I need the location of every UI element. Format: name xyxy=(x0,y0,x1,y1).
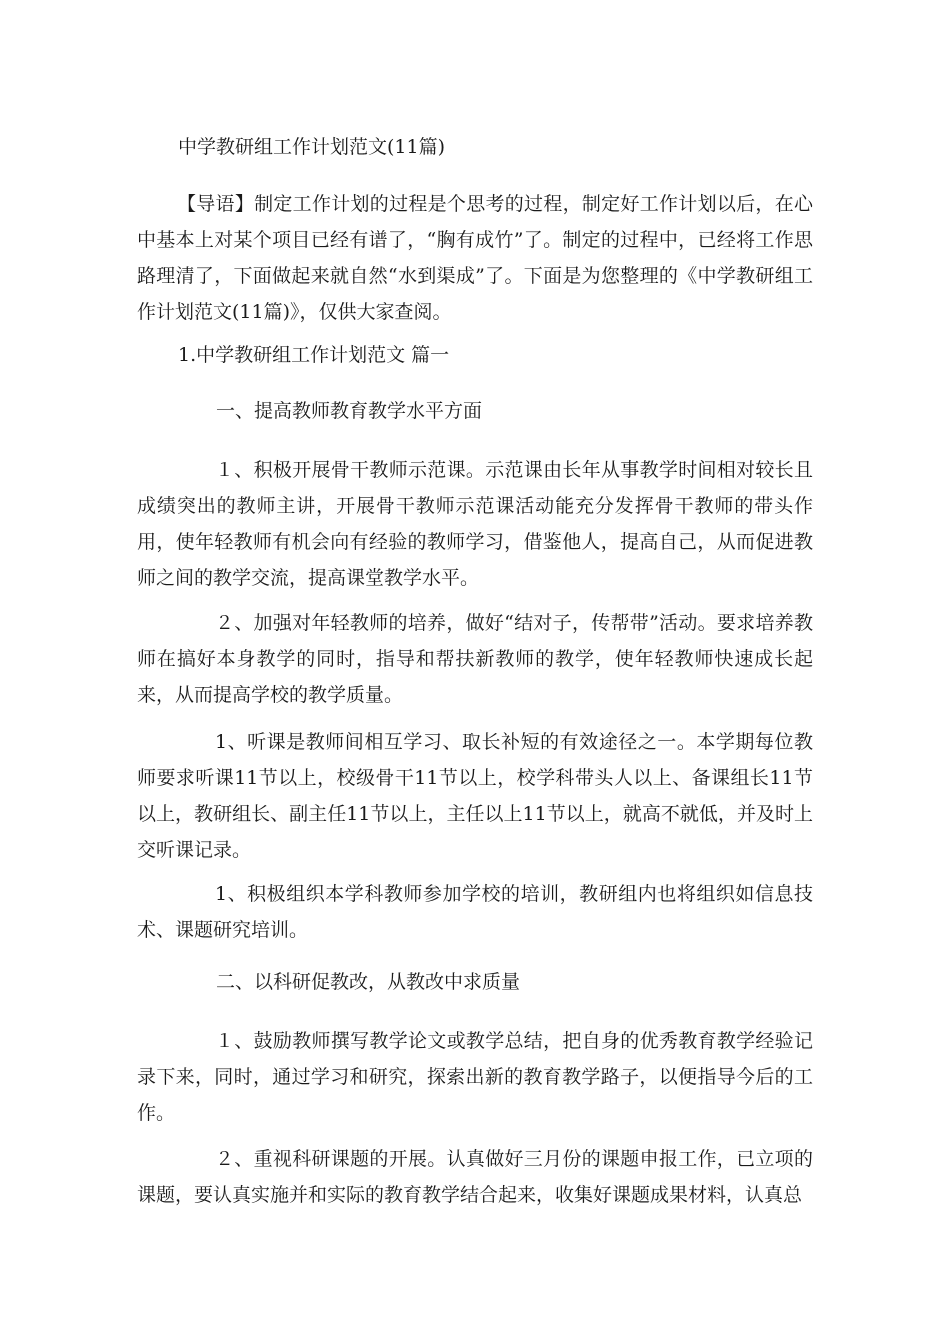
paragraph-3: 1、听课是教师间相互学习、取长补短的有效途径之一。本学期每位教师要求听课11节以上，校级骨干11节以上，校学科带头人以上、备课组长11节以上，教研组长、副主任11节以上，主任以上11节以上，就高不就低，并及时上交听课记录。 xyxy=(137,731,813,861)
intro-paragraph: 【导语】制定工作计划的过程是个思考的过程，制定好工作计划以后，在心中基本上对某个项目已经有谱了，“胸有成竹”了。制定的过程中，已经将工作思路理清了，下面做起来就自然“水到渠成”了。下面是为您整理的《中学教研组工作计划范文(11篇)》，仅供大家查阅。 xyxy=(137,193,813,323)
paragraph-5: １、鼓励教师撰写教学论文或教学总结，把自身的优秀教育教学经验记录下来，同时，通过学习和研究，探索出新的教育教学路子，以便指导今后的工作。 xyxy=(137,1030,813,1124)
document-title: 中学教研组工作计划范文(11篇) xyxy=(178,136,446,158)
article-heading: 1.中学教研组工作计划范文 篇一 xyxy=(178,344,450,366)
section-heading-2: 二、以科研促教改，从教改中求质量 xyxy=(216,971,521,993)
paragraph-4: 1、积极组织本学科教师参加学校的培训，教研组内也将组织如信息技术、课题研究培训。 xyxy=(137,883,813,941)
section-heading-1: 一、提高教师教育教学水平方面 xyxy=(216,400,483,422)
paragraph-2: ２、加强对年轻教师的培养，做好“结对子，传帮带”活动。要求培养教师在搞好本身教学的同时，指导和帮扶新教师的教学，使年轻教师快速成长起来，从而提高学校的教学质量。 xyxy=(137,612,813,706)
paragraph-1: １、积极开展骨干教师示范课。示范课由长年从事教学时间相对较长且成绩突出的教师主讲，开展骨干教师示范课活动能充分发挥骨干教师的带头作用，使年轻教师有机会向有经验的教师学习，借鉴他人，提高自己，从而促进教师之间的教学交流，提高课堂教学水平。 xyxy=(137,459,813,589)
paragraph-6: ２、重视科研课题的开展。认真做好三月份的课题申报工作，已立项的课题，要认真实施并和实际的教育教学结合起来，收集好课题成果材料，认真总 xyxy=(137,1148,813,1206)
